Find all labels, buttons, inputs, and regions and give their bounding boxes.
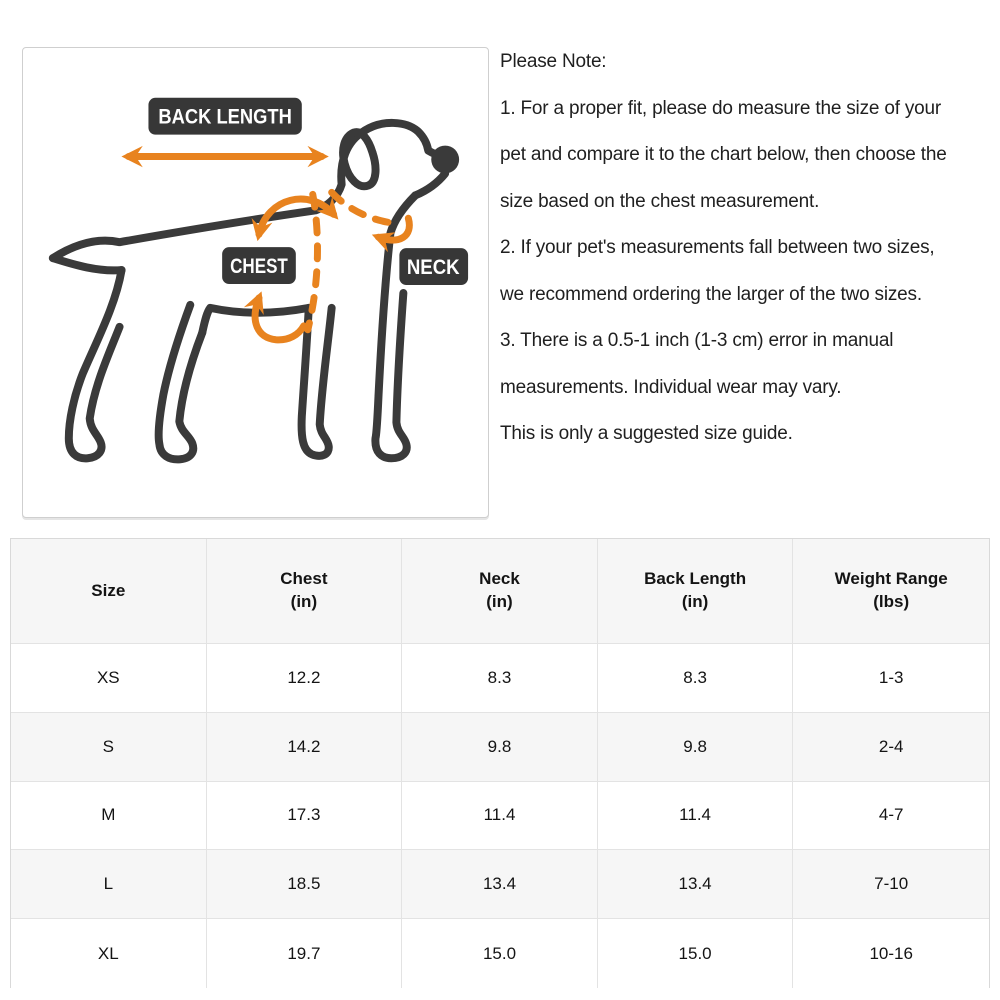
neck-girth-dashes xyxy=(332,192,395,223)
table-cell: 11.4 xyxy=(598,782,794,851)
header-label: Chest xyxy=(280,569,328,589)
neck-label-text: NECK xyxy=(406,256,460,280)
table-cell: 9.8 xyxy=(598,713,794,782)
dog-diagram-svg xyxy=(23,48,488,517)
chest-label-text: CHEST xyxy=(230,255,289,279)
table-cell: 8.3 xyxy=(598,644,794,713)
table-cell: 13.4 xyxy=(598,850,794,919)
note-line: 1. For a proper fit, please do measure the size of your xyxy=(500,97,942,119)
table-cell: 15.0 xyxy=(402,919,598,988)
table-cell: 4-7 xyxy=(793,782,989,851)
table-header-cell xyxy=(598,539,794,644)
table-cell: 7-10 xyxy=(793,850,989,919)
note-line: we recommend ordering the larger of the two sizes. xyxy=(500,283,922,305)
table-cell: 11.4 xyxy=(402,782,598,851)
table-cell: 2-4 xyxy=(793,713,989,782)
note-line: pet and compare it to the chart below, then choose the xyxy=(500,144,947,165)
dog-outline xyxy=(53,123,445,459)
table-cell: 10-16 xyxy=(793,919,989,988)
table-cell: M xyxy=(11,782,207,851)
table-cell: 14.2 xyxy=(207,713,403,782)
table-header-cell xyxy=(793,539,989,644)
table-cell: 12.2 xyxy=(207,644,403,713)
dog-measurement-diagram xyxy=(22,47,489,518)
header-label: Neck xyxy=(479,569,520,589)
header-label: Weight Range xyxy=(834,569,948,589)
header-unit: (in) xyxy=(486,592,513,611)
table-header-cell xyxy=(207,539,403,644)
table-cell: 19.7 xyxy=(207,919,403,988)
table-cell: L xyxy=(11,850,207,919)
table-cell: 17.3 xyxy=(207,782,403,851)
note-line: size based on the chest measurement. xyxy=(500,190,820,212)
note-line: 3. There is a 0.5-1 inch (1-3 cm) error in manual xyxy=(500,330,894,351)
notes-section xyxy=(500,39,998,458)
back-length-label-text: BACK LENGTH xyxy=(158,105,292,129)
header-unit: (in) xyxy=(290,592,318,611)
note-line: 2. If your pet's measurements fall between two sizes, xyxy=(500,237,935,258)
note-line: Please Note: xyxy=(500,51,607,72)
note-line: measurements. Individual wear may vary. xyxy=(500,376,842,398)
table-header-cell xyxy=(402,539,598,644)
header-unit: (lbs) xyxy=(873,592,910,611)
table-header-cell xyxy=(11,539,207,644)
table-cell: S xyxy=(11,713,207,782)
table-cell: XS xyxy=(11,644,207,713)
size-table xyxy=(10,538,990,988)
header-label: Back Length xyxy=(644,569,747,589)
chest-girth-bottom-arc xyxy=(255,298,304,340)
table-cell: 13.4 xyxy=(402,850,598,919)
table-cell: 8.3 xyxy=(402,644,598,713)
header-unit: (in) xyxy=(681,592,709,611)
table-cell: XL xyxy=(11,919,207,988)
header-label: Size xyxy=(91,580,126,600)
dog-nose xyxy=(431,146,459,174)
table-cell: 9.8 xyxy=(402,713,598,782)
table-cell: 1-3 xyxy=(793,644,989,713)
table-cell: 18.5 xyxy=(207,850,403,919)
note-line: This is only a suggested size guide. xyxy=(500,423,793,444)
table-cell: 15.0 xyxy=(598,919,794,988)
